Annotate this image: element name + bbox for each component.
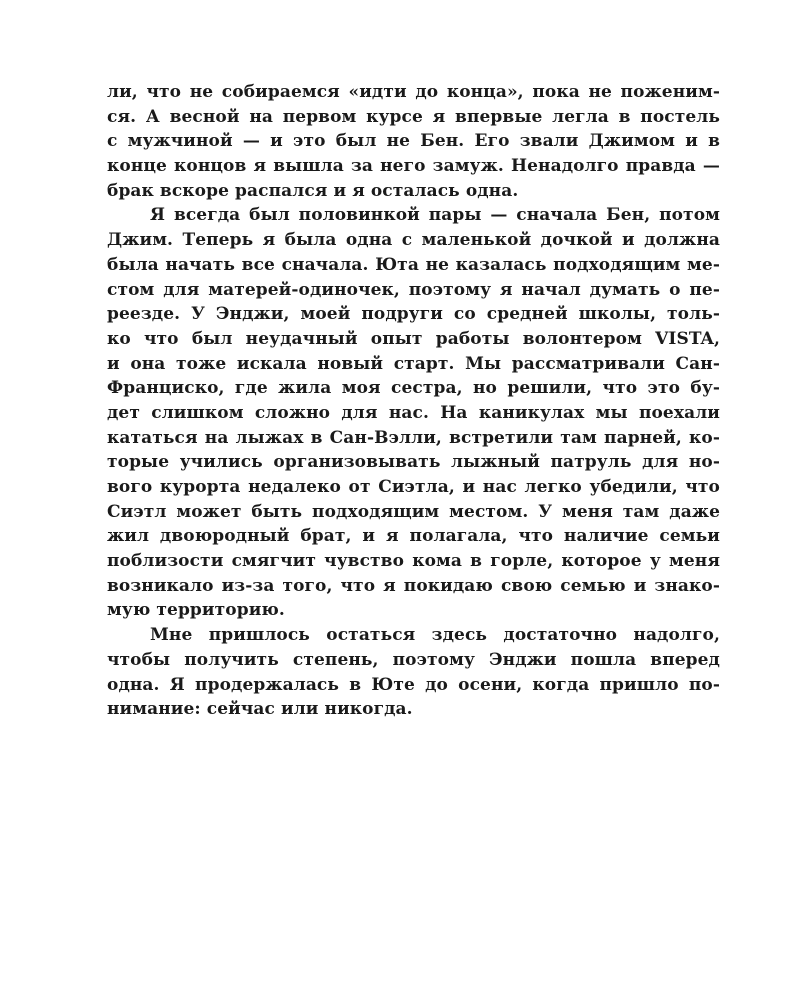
text-line: Франциско, где жила моя сестра, но решили, что это бу-: [107, 378, 720, 399]
text-line: мую территорию.: [107, 600, 285, 621]
text-line: ко что был неудачный опыт работы волонтером VISTA,: [107, 328, 720, 349]
text-line: Сиэтл может быть подходящим местом. У меня там даже: [107, 501, 720, 522]
text-line: стом для матерей-одиночек, поэтому я начал думать о пе-: [107, 279, 720, 300]
text-line: кататься на лыжах в Сан-Вэлли, встретили там парней, ко-: [107, 427, 720, 448]
text-line: чтобы получить степень, поэтому Энджи пошла вперед: [107, 649, 720, 670]
text-line: была начать все сначала. Юта не казалась подходящим ме-: [107, 254, 720, 275]
text-line: ли, что не собираемся «идти до конца», пока не поженим-: [107, 82, 720, 102]
text-line: дет слишком сложно для нас. На каникулах мы поехали: [107, 402, 720, 423]
text-line: Джим. Теперь я была одна с маленькой дочкой и должна: [107, 230, 720, 251]
text-line: Я всегда был половинкой пары — сначала Бен, потом: [150, 205, 720, 226]
text-line: торые учились организовывать лыжный патруль для но-: [107, 452, 720, 473]
text-line: с мужчиной — и это был не Бен. Его звали Джимом и в: [107, 131, 720, 152]
text-line: жил двоюродный брат, и я полагала, что наличие семьи: [107, 526, 720, 547]
text-line: ся. А весной на первом курсе я впервые легла в постель: [107, 106, 720, 127]
text-line: поблизости смягчит чувство кома в горле, которое у меня: [107, 551, 720, 572]
text-line: брак вскоре распался и я осталась одна.: [107, 180, 519, 201]
text-line: возникало из-за того, что я покидаю свою семью и знако-: [107, 575, 720, 596]
text-line: вого курорта недалеко от Сиэтла, и нас легко убедили, что: [107, 477, 720, 497]
text-line: и она тоже искала новый старт. Мы рассматривали Сан-: [107, 353, 720, 374]
body-text: [107, 80, 720, 722]
text-line: одна. Я продержалась в Юте до осени, когда пришло по-: [107, 674, 720, 695]
text-line: нимание: сейчас или никогда.: [107, 699, 413, 720]
text-line: Мне пришлось остаться здесь достаточно надолго,: [150, 625, 720, 646]
text-line: конце концов я вышла за него замуж. Ненадолго правда —: [107, 156, 720, 177]
text-line: реезде. У Энджи, моей подруги со средней школы, толь-: [107, 304, 720, 325]
